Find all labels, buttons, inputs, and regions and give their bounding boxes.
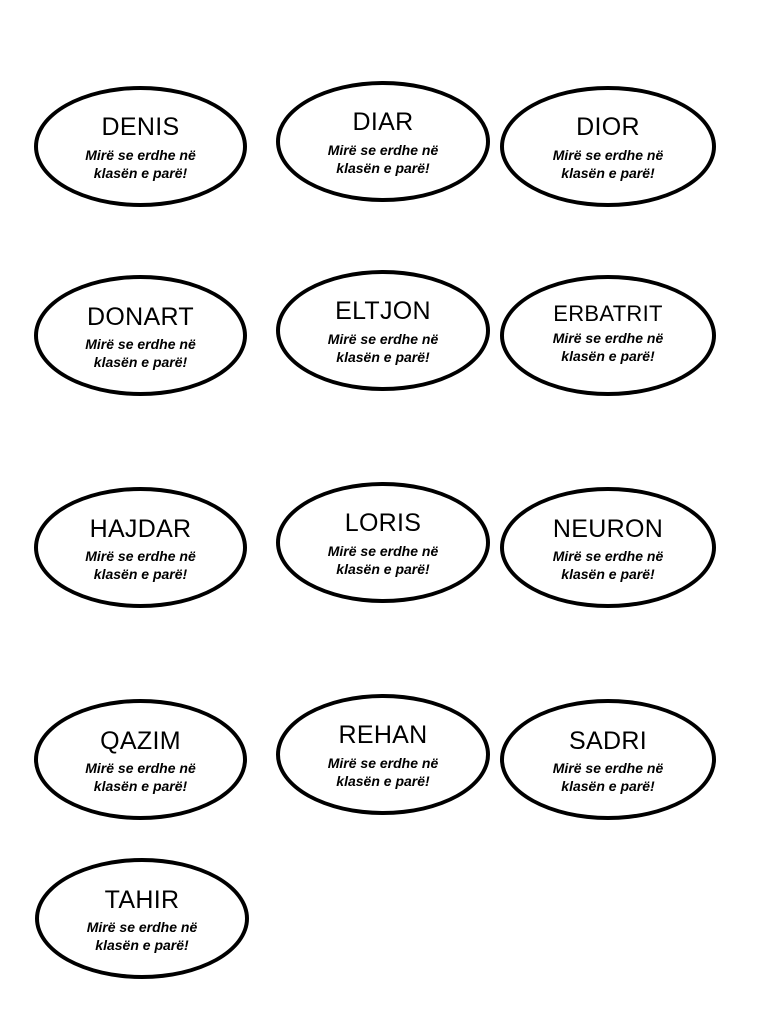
greeting-line-2: klasën e parë! <box>93 354 188 370</box>
tag-name: DENIS <box>101 113 180 141</box>
greeting-line-2: klasën e parë! <box>336 349 430 365</box>
greeting-line-2: klasën e parë! <box>561 566 655 582</box>
tag-greeting <box>504 329 712 365</box>
tag-greeting <box>38 335 243 371</box>
name-tag-erbatrit <box>500 275 716 396</box>
tag-name: HAJDAR <box>89 515 192 543</box>
greeting-line-1: Mirë se erdhe në <box>85 760 196 776</box>
name-tag-sadri <box>500 699 716 820</box>
name-tag-donart <box>34 275 247 396</box>
greeting-line-1: Mirë se erdhe në <box>552 548 664 564</box>
greeting-line-2: klasën e parë! <box>336 561 430 577</box>
greeting-line-1: Mirë se erdhe në <box>86 919 198 935</box>
greeting-line-1: Mirë se erdhe në <box>552 330 664 346</box>
greeting-line-1: Mirë se erdhe në <box>85 147 196 163</box>
name-tag-qazim <box>34 699 247 820</box>
greeting-line-2: klasën e parë! <box>93 566 188 582</box>
name-tag-denis <box>34 86 247 207</box>
tag-name: LORIS <box>344 509 422 537</box>
greeting-line-2: klasën e parë! <box>336 160 430 176</box>
tag-name: DIOR <box>576 113 640 141</box>
greeting-line-1: Mirë se erdhe në <box>327 543 439 559</box>
tag-name: NEURON <box>552 515 664 543</box>
tag-greeting <box>504 759 712 795</box>
tag-name: TAHIR <box>104 886 180 914</box>
greeting-line-2: klasën e parë! <box>93 778 188 794</box>
greeting-line-2: klasën e parë! <box>95 937 189 953</box>
tag-name: SADRI <box>569 727 647 755</box>
tag-name: DONART <box>87 303 194 331</box>
tag-greeting <box>39 918 245 954</box>
tag-greeting <box>504 146 712 182</box>
tag-name: REHAN <box>338 721 428 749</box>
tag-greeting <box>38 759 243 795</box>
name-tag-loris <box>276 482 490 603</box>
tag-name: ELTJON <box>335 297 431 325</box>
name-tag-neuron <box>500 487 716 608</box>
tag-greeting <box>280 542 486 578</box>
greeting-line-2: klasën e parë! <box>561 778 655 794</box>
greeting-line-1: Mirë se erdhe në <box>327 331 439 347</box>
greeting-line-1: Mirë se erdhe në <box>327 142 439 158</box>
greeting-line-2: klasën e parë! <box>336 773 430 789</box>
name-tag-dior <box>500 86 716 207</box>
tag-greeting <box>38 547 243 583</box>
tag-greeting <box>280 330 486 366</box>
greeting-line-1: Mirë se erdhe në <box>85 548 196 564</box>
name-tag-diar <box>276 81 490 202</box>
greeting-line-1: Mirë se erdhe në <box>552 147 664 163</box>
tag-greeting <box>38 146 243 182</box>
greeting-line-2: klasën e parë! <box>561 165 655 181</box>
tag-name: ERBATRIT <box>553 301 663 326</box>
greeting-line-2: klasën e parë! <box>93 165 188 181</box>
greeting-line-1: Mirë se erdhe në <box>85 336 196 352</box>
name-tag-rehan <box>276 694 490 815</box>
tag-greeting <box>504 547 712 583</box>
tag-greeting <box>280 754 486 790</box>
name-tag-hajdar <box>34 487 247 608</box>
name-tag-tahir <box>35 858 249 979</box>
greeting-line-2: klasën e parë! <box>561 348 655 364</box>
greeting-line-1: Mirë se erdhe në <box>552 760 664 776</box>
tag-name: QAZIM <box>100 727 181 755</box>
tag-greeting <box>280 141 486 177</box>
name-tag-eltjon <box>276 270 490 391</box>
tag-name: DIAR <box>352 108 414 136</box>
greeting-line-1: Mirë se erdhe në <box>327 755 439 771</box>
